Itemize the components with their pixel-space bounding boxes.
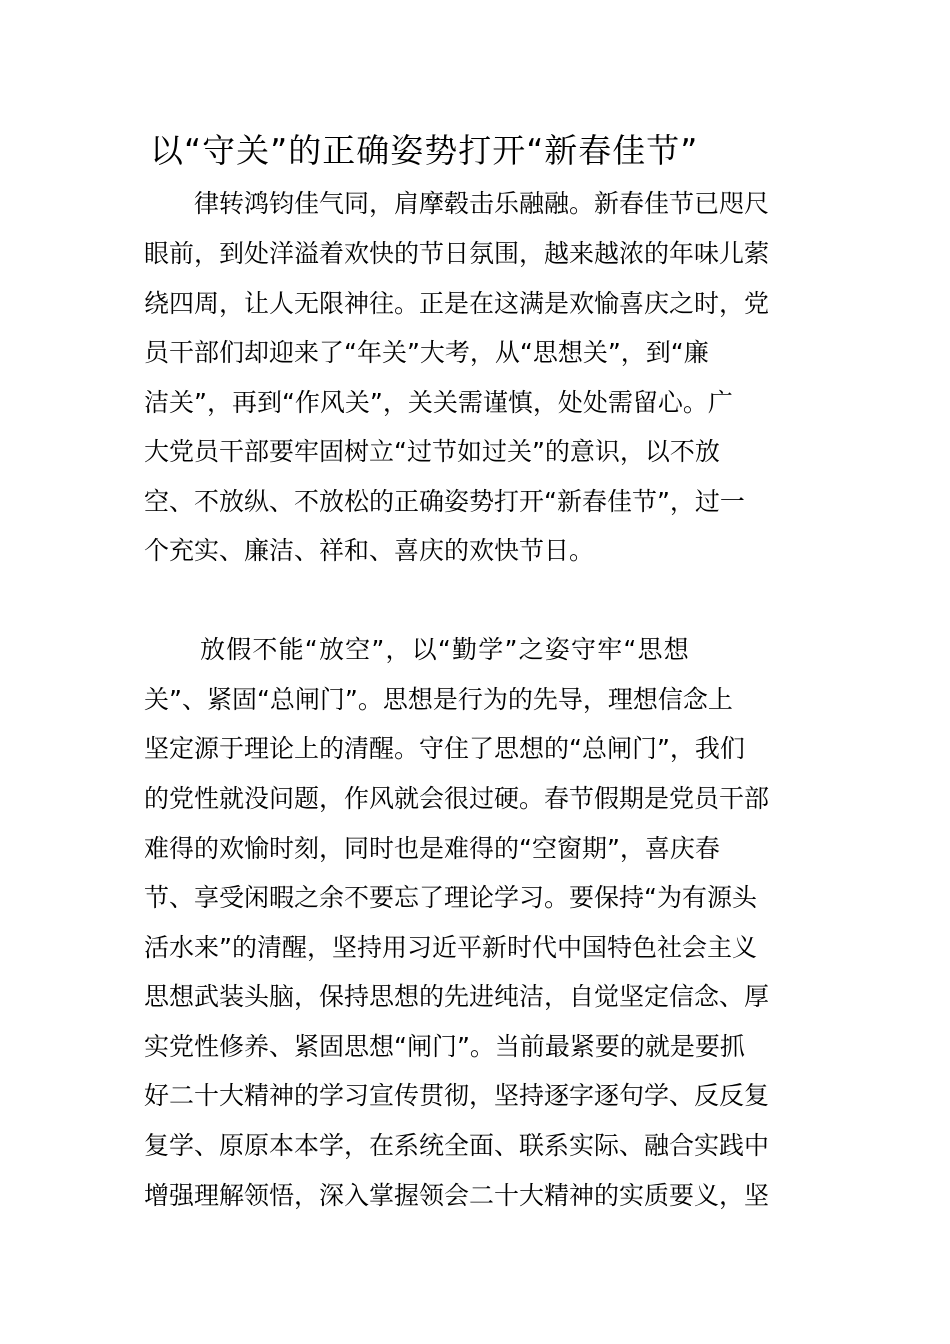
- paragraph-line: 眼前，到处洋溢着欢快的节日氛围，越来越浓的年味儿萦: [144, 239, 770, 268]
- paragraph-line: 律转鸿钧佳气同，肩摩毂击乐融融。新春佳节已咫尺: [194, 189, 770, 218]
- paragraph-line: 关”、紧固“总闸门”。思想是行为的先导，理想信念上: [144, 685, 733, 714]
- paragraph-line: 节、享受闲暇之余不要忘了理论学习。要保持“为有源头: [144, 883, 757, 912]
- paragraph-line: 洁关”，再到“作风关”，关关需谨慎，处处需留心。广: [144, 388, 733, 417]
- paragraph-line: 难得的欢愉时刻，同时也是难得的“空窗期”，喜庆春: [144, 834, 720, 863]
- paragraph-line: 思想武装头脑，保持思想的先进纯洁，自觉坚定信念、厚: [144, 982, 770, 1011]
- document-title: 以“守关”的正确姿势打开“新春佳节”: [150, 131, 699, 170]
- paragraph-line: 的党性就没问题，作风就会很过硬。春节假期是党员干部: [144, 784, 770, 813]
- paragraph-line: 员干部们却迎来了“年关”大考，从“思想关”，到“廉: [144, 338, 709, 367]
- paragraph-line: 好二十大精神的学习宣传贯彻，坚持逐字逐句学、反反复: [144, 1081, 770, 1110]
- paragraph-line: 坚定源于理论上的清醒。守住了思想的“总闸门”，我们: [144, 734, 745, 763]
- paragraph-line: 空、不放纵、不放松的正确姿势打开“新春佳节”，过一: [144, 487, 745, 516]
- paragraph-line: 实党性修养、紧固思想“闸门”。当前最紧要的就是要抓: [144, 1032, 745, 1061]
- paragraph-line: 复学、原原本本学，在系统全面、联系实际、融合实践中: [144, 1131, 770, 1160]
- paragraph-line: 活水来”的清醒，坚持用习近平新时代中国特色社会主义: [144, 933, 757, 962]
- paragraph-line: 放假不能“放空”，以“勤学”之姿守牢“思想: [200, 635, 690, 664]
- paragraph-line: 绕四周，让人无限神往。正是在这满是欢愉喜庆之时，党: [144, 289, 770, 318]
- paragraph-line: 个充实、廉洁、祥和、喜庆的欢快节日。: [144, 536, 595, 565]
- paragraph-line: 大党员干部要牢固树立“过节如过关”的意识，以不放: [144, 437, 720, 466]
- paragraph-line: 增强理解领悟，深入掌握领会二十大精神的实质要义，坚: [144, 1181, 770, 1210]
